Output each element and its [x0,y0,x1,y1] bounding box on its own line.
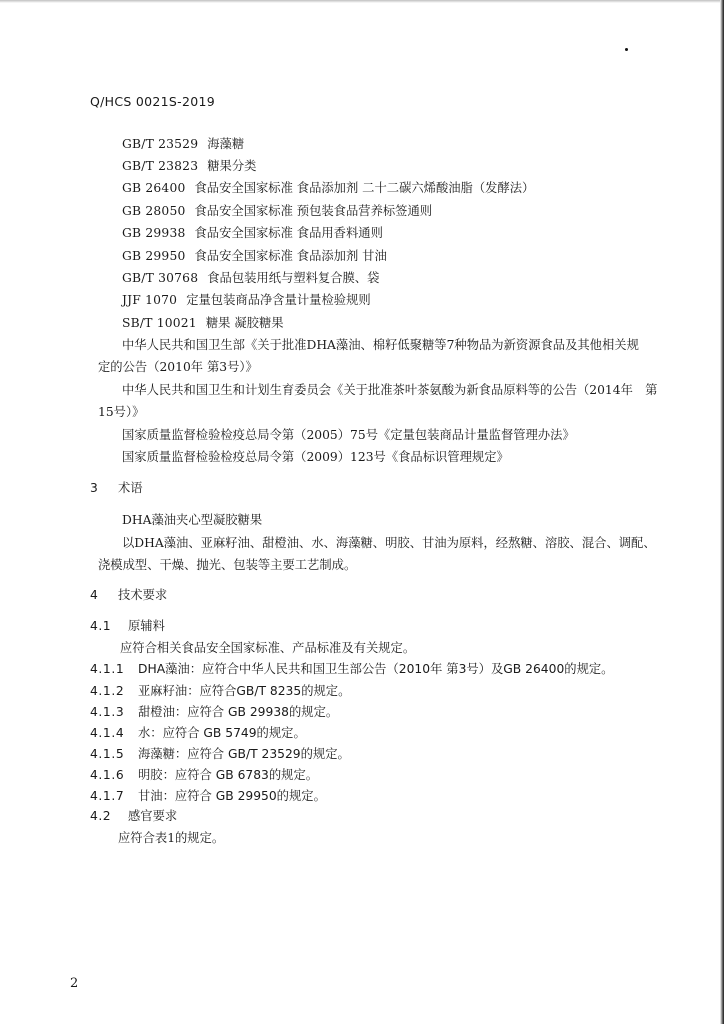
reference-title: 糖果 凝胶糖果 [205,316,284,330]
clause-text: 海藻糖：应符合 GB/T 23529的规定。 [138,747,350,761]
subsection-number: 4.1 [90,619,112,633]
clause-text: 明胶：应符合 GB 6783的规定。 [138,768,319,782]
reference-title: 食品安全国家标准 食品添加剂 甘油 [194,249,387,263]
clause-item [90,661,613,677]
clause-item [90,683,350,699]
reference-item [122,270,379,286]
term-definition: 以DHA藻油、亚麻籽油、甜橙油、水、海藻糖、明胶、甘油为原料，经熬糖、溶胶、混合、调配、 [122,536,656,550]
reference-code: JJF 1070 [122,293,178,307]
reference-title: 食品安全国家标准 食品添加剂 二十二碳六烯酸油脂（发酵法） [194,181,535,195]
subsection-title: 原辅料 [128,619,165,633]
subsection-number: 4.2 [90,809,112,823]
clause-text: 亚麻籽油：应符合GB/T 8235的规定。 [138,684,351,698]
reference-title: 食品安全国家标准 预包装食品营养标签通则 [194,204,433,218]
clause-item [90,788,326,804]
clause-number: 4.1.3 [90,705,125,719]
reference-code: GB 29950 [122,249,186,263]
reference-code: GB/T 23823 [122,159,199,173]
subsection-text: 应符合表1的规定。 [118,831,225,845]
reference-code: GB 29938 [122,226,186,240]
clause-text: 甘油：应符合 GB 29950的规定。 [138,789,326,803]
reference-code: GB/T 23529 [122,137,199,151]
reference-code: GB 28050 [122,204,186,218]
term-definition-continuation: 浇模成型、干燥、抛光、包装等主要工艺制成。 [98,558,357,572]
clause-number: 4.1.6 [90,768,125,782]
section-number: 3 [90,481,99,495]
subsection-title: 感官要求 [128,809,178,823]
term-name: DHA藻油夹心型凝胶糖果 [122,513,263,527]
announcement-line: 中华人民共和国卫生和计划生育委员会《关于批准茶叶茶氨酸为新食品原料等的公告（2014年 第 [122,383,658,397]
announcement-line: 国家质量监督检验检疫总局令第（2005）75号《定量包装商品计量监督管理办法》 [122,428,575,442]
reference-title: 糖果分类 [207,159,257,173]
reference-title: 食品包装用纸与塑料复合膜、袋 [207,271,380,285]
scan-edge-top [0,0,724,3]
reference-title: 定量包装商品净含量计量检验规则 [186,293,371,307]
clause-item [90,767,318,783]
reference-title: 海藻糖 [207,137,245,151]
subsection-heading [90,618,165,634]
scan-speck [625,48,628,51]
reference-code: SB/T 10021 [122,316,197,330]
section-heading [90,480,143,496]
announcement-line: 中华人民共和国卫生部《关于批准DHA藻油、棉籽低聚糖等7种物品为新资源食品及其他相关规 [122,338,639,352]
clause-number: 4.1.1 [90,662,125,676]
clause-text: 甜橙油：应符合 GB 29938的规定。 [138,705,339,719]
reference-item [122,292,371,308]
clause-text: 水：应符合 GB 5749的规定。 [138,726,306,740]
section-title: 技术要求 [118,588,168,602]
section-title: 术语 [118,481,143,495]
document-code: Q/HCS 0021S-2019 [90,94,215,109]
clause-text: DHA藻油：应符合中华人民共和国卫生部公告（2010年 第3号）及GB 26400的规定。 [138,662,614,676]
announcement-continuation: 定的公告（2010年 第3号）》 [98,360,258,374]
section-heading [90,587,167,603]
reference-item [122,203,432,219]
reference-item [122,248,387,264]
scan-edge-right [720,0,724,1024]
reference-item [122,158,256,174]
clause-number: 4.1.7 [90,789,125,803]
announcement-continuation: 15号）》 [98,405,145,419]
section-number: 4 [90,588,99,602]
clause-item [90,725,306,741]
reference-title: 食品安全国家标准 食品用香料通则 [194,226,383,240]
subsection-text: 应符合相关食品安全国家标准、产品标准及有关规定。 [120,641,416,655]
subsection-heading [90,808,177,824]
clause-item [90,704,338,720]
announcement-line: 国家质量监督检验检疫总局令第（2009）123号《食品标识管理规定》 [122,450,509,464]
reference-item [122,315,284,331]
clause-item [90,746,350,762]
reference-item [122,225,383,241]
clause-number: 4.1.4 [90,726,125,740]
clause-number: 4.1.5 [90,747,125,761]
reference-code: GB 26400 [122,181,186,195]
page-number: 2 [70,976,79,991]
reference-item [122,180,534,196]
reference-item [122,136,244,152]
clause-number: 4.1.2 [90,684,125,698]
reference-code: GB/T 30768 [122,271,199,285]
